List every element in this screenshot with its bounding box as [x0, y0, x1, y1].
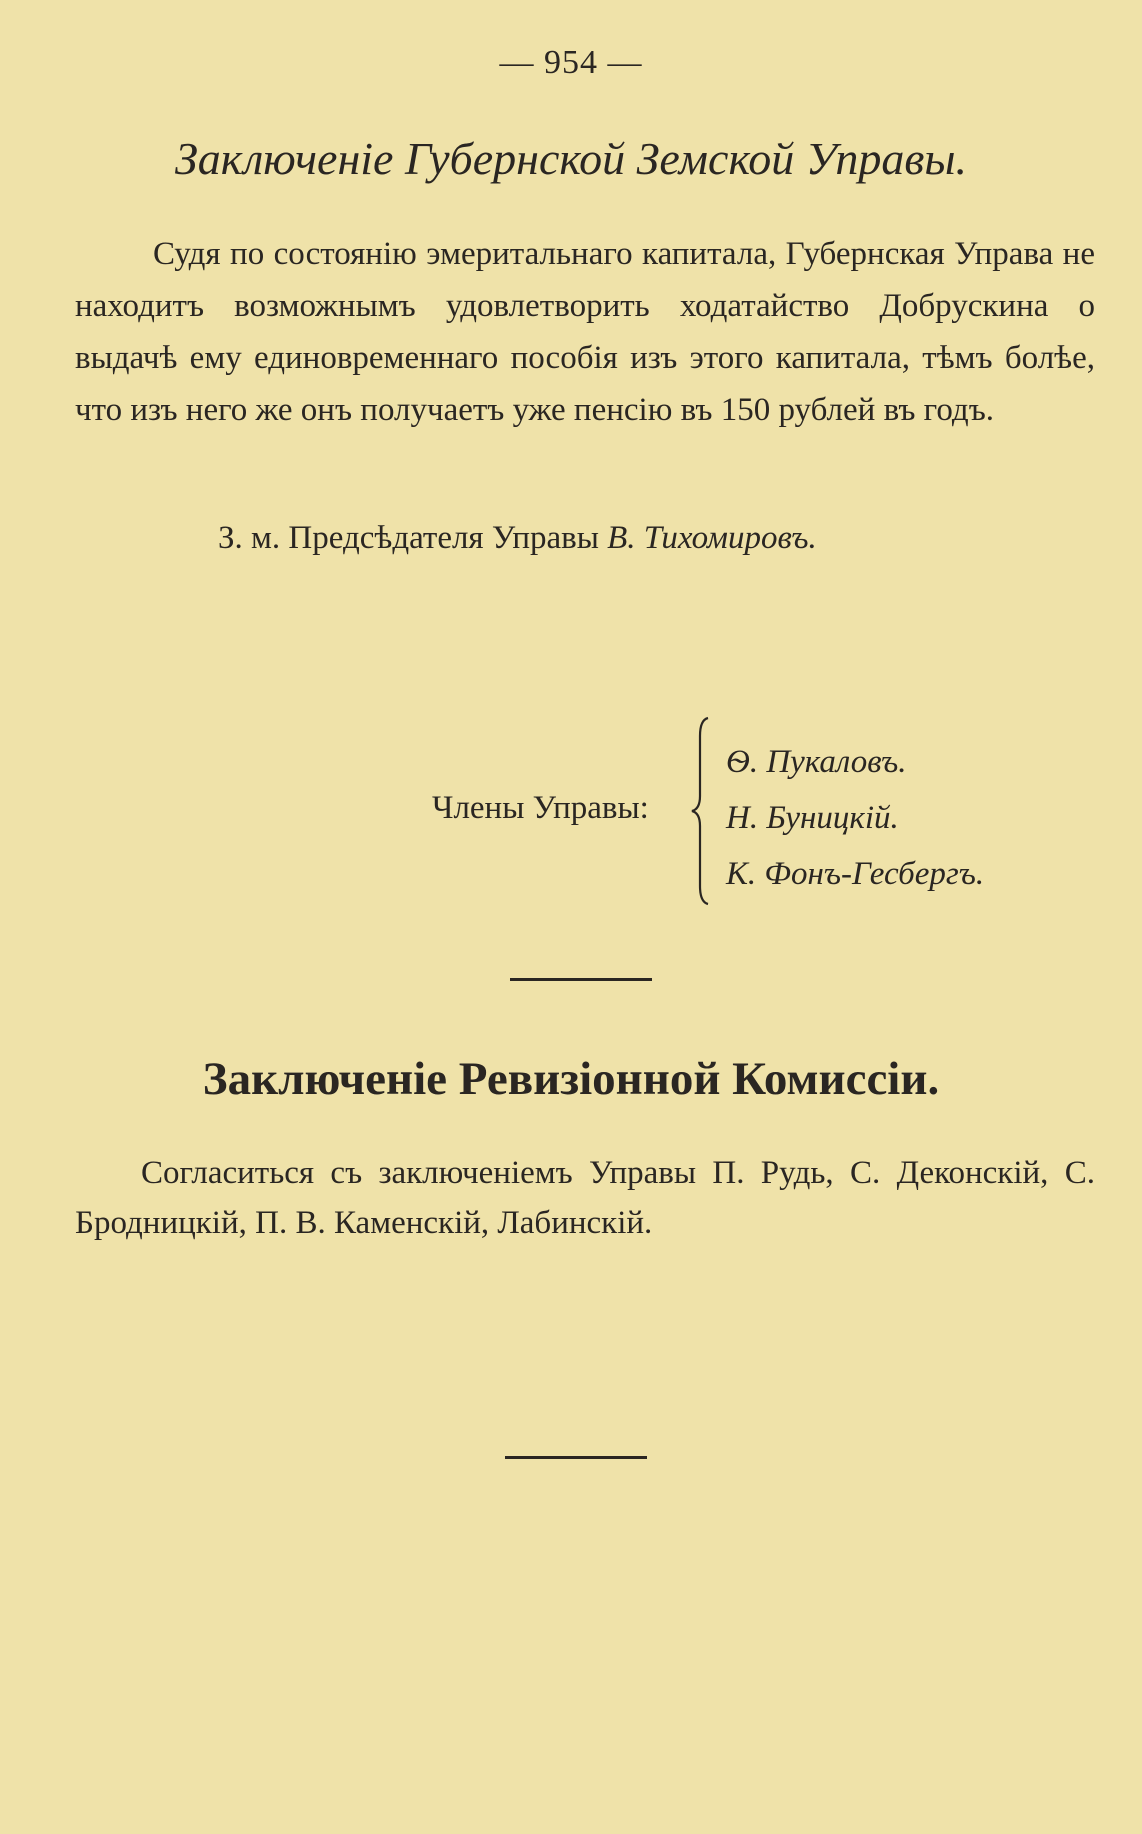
- section-heading-commission: Заключеніе Ревизіонной Комиссіи.: [202, 1053, 940, 1105]
- member-name: Н. Буницкій.: [726, 800, 899, 836]
- uprava-conclusion-text: Судя по состоянію эмеритальнаго капитала, Губернская Управа не находитъ возможнымъ удовлетворить ходатайство Добрускина о выдачѣ ему единовременнаго пособія изъ этого капитала, тѣмъ болѣе, что изъ него же онъ получаетъ уже пенсію въ 150 рублей въ годъ.: [75, 236, 1095, 428]
- section-divider: [510, 978, 652, 981]
- signature-title: З. м. Предсѣдателя Управы: [218, 520, 599, 556]
- commission-conclusion-text: Согласиться съ заключеніемъ Управы П. Рудь, С. Деконскій, С. Бродницкій, П. В. Каменскій, Лабинскій.: [75, 1155, 1095, 1241]
- members-label: Члены Управы:: [432, 790, 649, 826]
- member-name: К. Фонъ-Гесбергъ.: [726, 856, 985, 892]
- section-heading-uprava: Заключеніе Губернской Земской Управы.: [174, 133, 968, 184]
- chairman-signature: [218, 520, 817, 557]
- closing-divider: [505, 1456, 647, 1459]
- page-number: — 954 —: [499, 44, 643, 81]
- signature-name: В. Тихомировъ.: [607, 520, 817, 556]
- commission-conclusion-paragraph: [75, 1148, 1095, 1248]
- curly-brace-icon: [690, 716, 712, 906]
- uprava-conclusion-paragraph: [75, 228, 1095, 436]
- members-list: [726, 734, 984, 902]
- member-name: Ѳ. Пукаловъ.: [726, 744, 907, 780]
